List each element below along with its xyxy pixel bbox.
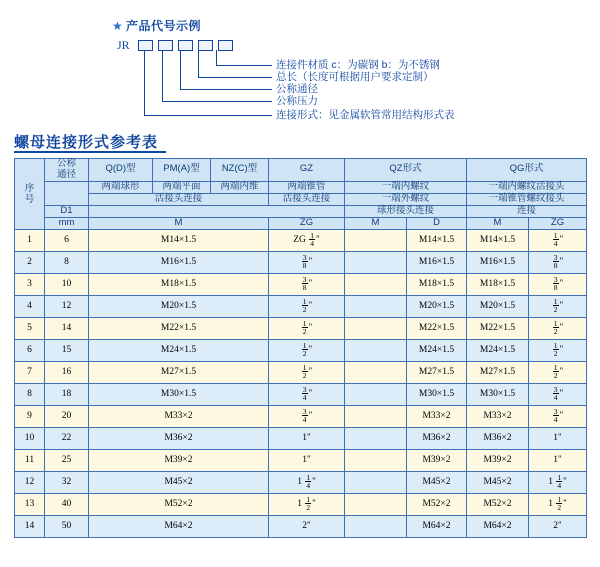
header-sub-qz: 一端外螺纹 — [345, 193, 467, 205]
header-connect-gz: 活接头连接 — [269, 193, 345, 205]
cell-qg-m: M52×2 — [467, 493, 529, 515]
cell-seq: 9 — [15, 405, 45, 427]
cell-q-thread: M20×1.5 — [89, 295, 269, 317]
cell-qg-zg: $\frac{3}{4}$ " — [529, 383, 587, 405]
cell-qg-m: M14×1.5 — [467, 229, 529, 251]
product-code-diagram — [0, 0, 600, 128]
table-row — [15, 317, 587, 339]
header-unit-mm: mm — [45, 217, 89, 229]
table-header-row-4 — [15, 205, 587, 217]
header-group-gz: GZ — [269, 159, 345, 182]
table-row — [15, 471, 587, 493]
header-group-qg: QG形式 — [467, 159, 587, 182]
cell-dn: 20 — [45, 405, 89, 427]
cell-seq: 1 — [15, 229, 45, 251]
cell-qz-d: M27×1.5 — [407, 361, 467, 383]
code-boxes — [138, 40, 233, 51]
legend-material: 连接件材质 c：为碳钢 b：为不锈钢 — [276, 59, 440, 71]
header-sub-qg: 一端锥管螺纹接头 — [467, 193, 587, 205]
table-row — [15, 251, 587, 273]
star-icon: ★ — [112, 19, 123, 33]
cell-gz-thread: 1 $\frac{1}{2}$ " — [269, 493, 345, 515]
cell-gz-thread: $\frac{1}{2}$ " — [269, 361, 345, 383]
code-box-4 — [198, 40, 213, 51]
cell-dn: 6 — [45, 229, 89, 251]
cell-qz-d: M45×2 — [407, 471, 467, 493]
header-type-nz: 两端内维 — [211, 181, 269, 193]
cell-q-thread: M14×1.5 — [89, 229, 269, 251]
cell-gz-thread: $\frac{1}{2}$ " — [269, 317, 345, 339]
cell-qg-zg: $\frac{1}{2}$ " — [529, 317, 587, 339]
code-box-5 — [218, 40, 233, 51]
cell-qz-m — [345, 427, 407, 449]
leader-line-h2 — [198, 77, 272, 78]
nut-connection-table-wrap — [14, 158, 586, 538]
cell-gz-thread: $\frac{1}{2}$ " — [269, 339, 345, 361]
cell-qz-m — [345, 317, 407, 339]
header-thread-qg-zg: ZG — [529, 217, 587, 229]
cell-qz-d: M64×2 — [407, 515, 467, 537]
cell-qg-zg: 1" — [529, 427, 587, 449]
cell-dn: 10 — [45, 273, 89, 295]
cell-qg-zg: 1" — [529, 449, 587, 471]
cell-q-thread: M24×1.5 — [89, 339, 269, 361]
cell-gz-thread: $\frac{3}{4}$ " — [269, 405, 345, 427]
cell-dn: 32 — [45, 471, 89, 493]
table-header-row-1 — [15, 159, 587, 182]
cell-seq: 4 — [15, 295, 45, 317]
header-type-qg: 一端内螺纹活接头 — [467, 181, 587, 193]
cell-qg-m: M24×1.5 — [467, 339, 529, 361]
code-prefix: JR — [117, 38, 130, 52]
cell-seq: 10 — [15, 427, 45, 449]
nut-connection-table — [14, 158, 587, 538]
header-nominal-blank — [45, 181, 89, 205]
cell-qz-m — [345, 383, 407, 405]
header-blank-mid — [89, 205, 345, 217]
cell-qg-m: M22×1.5 — [467, 317, 529, 339]
table-row — [15, 405, 587, 427]
cell-dn: 14 — [45, 317, 89, 339]
cell-gz-thread: $\frac{3}{4}$ " — [269, 383, 345, 405]
cell-q-thread: M33×2 — [89, 405, 269, 427]
header-connect-q: 活接头连接 — [89, 193, 269, 205]
cell-qg-m: M27×1.5 — [467, 361, 529, 383]
legend-connection-type: 连接形式：见金属软管常用结构形式表 — [276, 109, 455, 121]
leader-line-h5 — [144, 115, 272, 116]
diagram-title: 产品代号示例 — [126, 19, 202, 33]
leader-line-v2 — [162, 50, 163, 102]
header-d1: D1 — [45, 205, 89, 217]
cell-qg-zg: $\frac{3}{4}$ " — [529, 405, 587, 427]
cell-qz-m — [345, 229, 407, 251]
cell-qz-m — [345, 339, 407, 361]
header-thread-qg-m: M — [467, 217, 529, 229]
cell-qg-zg: 1 $\frac{1}{2}$ " — [529, 493, 587, 515]
cell-seq: 11 — [15, 449, 45, 471]
cell-seq: 3 — [15, 273, 45, 295]
cell-dn: 22 — [45, 427, 89, 449]
cell-qg-m: M45×2 — [467, 471, 529, 493]
cell-qz-d: M36×2 — [407, 427, 467, 449]
cell-seq: 5 — [15, 317, 45, 339]
table-row — [15, 273, 587, 295]
header-type-gz: 两端锥管 — [269, 181, 345, 193]
cell-dn: 12 — [45, 295, 89, 317]
cell-qz-m — [345, 251, 407, 273]
leader-line-h3 — [180, 89, 272, 90]
header-group-qz: QZ形式 — [345, 159, 467, 182]
leader-line-v4 — [198, 50, 199, 78]
page-title: 螺母连接形式参考表 — [14, 134, 159, 151]
cell-dn: 15 — [45, 339, 89, 361]
cell-q-thread: M39×2 — [89, 449, 269, 471]
cell-gz-thread: $\frac{1}{2}$ " — [269, 295, 345, 317]
cell-gz-thread: $\frac{3}{8}$ " — [269, 251, 345, 273]
cell-q-thread: M22×1.5 — [89, 317, 269, 339]
header-thread-m: M — [89, 217, 269, 229]
header-group-q: Q(D)型 — [89, 159, 153, 182]
cell-q-thread: M36×2 — [89, 427, 269, 449]
cell-seq: 12 — [15, 471, 45, 493]
cell-seq: 14 — [15, 515, 45, 537]
cell-qg-zg: $\frac{1}{2}$ " — [529, 361, 587, 383]
table-row — [15, 295, 587, 317]
header-thread-qz-m: M — [345, 217, 407, 229]
header-connect-qg: 连接 — [467, 205, 587, 217]
header-seq: 序 号 — [15, 159, 45, 230]
cell-qg-zg: $\frac{3}{8}$ " — [529, 251, 587, 273]
cell-qg-m: M64×2 — [467, 515, 529, 537]
code-box-1 — [138, 40, 153, 51]
header-connect-qz: 球形接头连接 — [345, 205, 467, 217]
cell-qz-m — [345, 273, 407, 295]
cell-gz-thread: 1" — [269, 427, 345, 449]
table-row — [15, 449, 587, 471]
cell-qg-m: M33×2 — [467, 405, 529, 427]
title-underline — [14, 151, 166, 153]
cell-dn: 50 — [45, 515, 89, 537]
leader-line-v1 — [144, 50, 145, 116]
cell-q-thread: M64×2 — [89, 515, 269, 537]
cell-qz-d: M24×1.5 — [407, 339, 467, 361]
leader-line-h1 — [216, 65, 272, 66]
cell-dn: 25 — [45, 449, 89, 471]
cell-qz-d: M14×1.5 — [407, 229, 467, 251]
cell-qg-m: M16×1.5 — [467, 251, 529, 273]
cell-qz-d: M39×2 — [407, 449, 467, 471]
legend-nominal-diameter: 公称通径 — [276, 83, 318, 95]
table-row — [15, 383, 587, 405]
cell-qz-d: M22×1.5 — [407, 317, 467, 339]
cell-q-thread: M27×1.5 — [89, 361, 269, 383]
table-row — [15, 427, 587, 449]
cell-qz-m — [345, 295, 407, 317]
cell-qz-m — [345, 493, 407, 515]
cell-gz-thread: 2" — [269, 515, 345, 537]
cell-qg-m: M30×1.5 — [467, 383, 529, 405]
cell-seq: 13 — [15, 493, 45, 515]
cell-qz-m — [345, 515, 407, 537]
cell-dn: 8 — [45, 251, 89, 273]
legend-nominal-pressure: 公称压力 — [276, 95, 318, 107]
header-thread-qz-d: D — [407, 217, 467, 229]
cell-dn: 18 — [45, 383, 89, 405]
header-group-pm: PM(A)型 — [153, 159, 211, 182]
cell-qg-m: M20×1.5 — [467, 295, 529, 317]
cell-qg-m: M18×1.5 — [467, 273, 529, 295]
legend-total-length: 总长（长度可根据用户要求定制） — [276, 71, 434, 83]
cell-qg-zg: $\frac{1}{2}$ " — [529, 295, 587, 317]
cell-qz-m — [345, 361, 407, 383]
cell-gz-thread: 1 $\frac{1}{4}$ " — [269, 471, 345, 493]
leader-line-v5 — [216, 50, 217, 66]
cell-seq: 8 — [15, 383, 45, 405]
cell-qz-m — [345, 471, 407, 493]
cell-dn: 16 — [45, 361, 89, 383]
cell-qg-m: M36×2 — [467, 427, 529, 449]
cell-qg-zg: $\frac{1}{4}$ " — [529, 229, 587, 251]
cell-q-thread: M18×1.5 — [89, 273, 269, 295]
cell-q-thread: M52×2 — [89, 493, 269, 515]
table-row — [15, 229, 587, 251]
cell-qz-d: M18×1.5 — [407, 273, 467, 295]
cell-q-thread: M30×1.5 — [89, 383, 269, 405]
table-body — [15, 229, 587, 537]
cell-qg-zg: 1 $\frac{1}{4}$ " — [529, 471, 587, 493]
cell-q-thread: M16×1.5 — [89, 251, 269, 273]
cell-qg-zg: $\frac{3}{8}$ " — [529, 273, 587, 295]
cell-gz-thread: 1" — [269, 449, 345, 471]
header-nominal-dn: 公称 通径 — [45, 159, 89, 182]
table-row — [15, 515, 587, 537]
header-type-q: 两端球形 — [89, 181, 153, 193]
cell-q-thread: M45×2 — [89, 471, 269, 493]
table-row — [15, 361, 587, 383]
cell-qz-d: M30×1.5 — [407, 383, 467, 405]
header-type-pm: 两端平面 — [153, 181, 211, 193]
table-header-row-2 — [15, 181, 587, 193]
table-header-row-3 — [15, 193, 587, 205]
cell-qg-zg: 2" — [529, 515, 587, 537]
code-box-2 — [158, 40, 173, 51]
cell-qz-d: M16×1.5 — [407, 251, 467, 273]
header-group-nz: NZ(C)型 — [211, 159, 269, 182]
header-thread-zg: ZG — [269, 217, 345, 229]
header-type-qz: 一端内螺纹 — [345, 181, 467, 193]
cell-seq: 2 — [15, 251, 45, 273]
table-row — [15, 493, 587, 515]
cell-gz-thread: ZG $\frac{1}{4}$ " — [269, 229, 345, 251]
table-header-row-5 — [15, 217, 587, 229]
cell-seq: 6 — [15, 339, 45, 361]
cell-qz-d: M52×2 — [407, 493, 467, 515]
table-row — [15, 339, 587, 361]
cell-gz-thread: $\frac{3}{8}$ " — [269, 273, 345, 295]
cell-qg-zg: $\frac{1}{2}$ " — [529, 339, 587, 361]
cell-qz-d: M20×1.5 — [407, 295, 467, 317]
cell-qz-d: M33×2 — [407, 405, 467, 427]
leader-line-h4 — [162, 101, 272, 102]
cell-dn: 40 — [45, 493, 89, 515]
cell-qg-m: M39×2 — [467, 449, 529, 471]
leader-line-v3 — [180, 50, 181, 90]
cell-qz-m — [345, 449, 407, 471]
cell-seq: 7 — [15, 361, 45, 383]
cell-qz-m — [345, 405, 407, 427]
